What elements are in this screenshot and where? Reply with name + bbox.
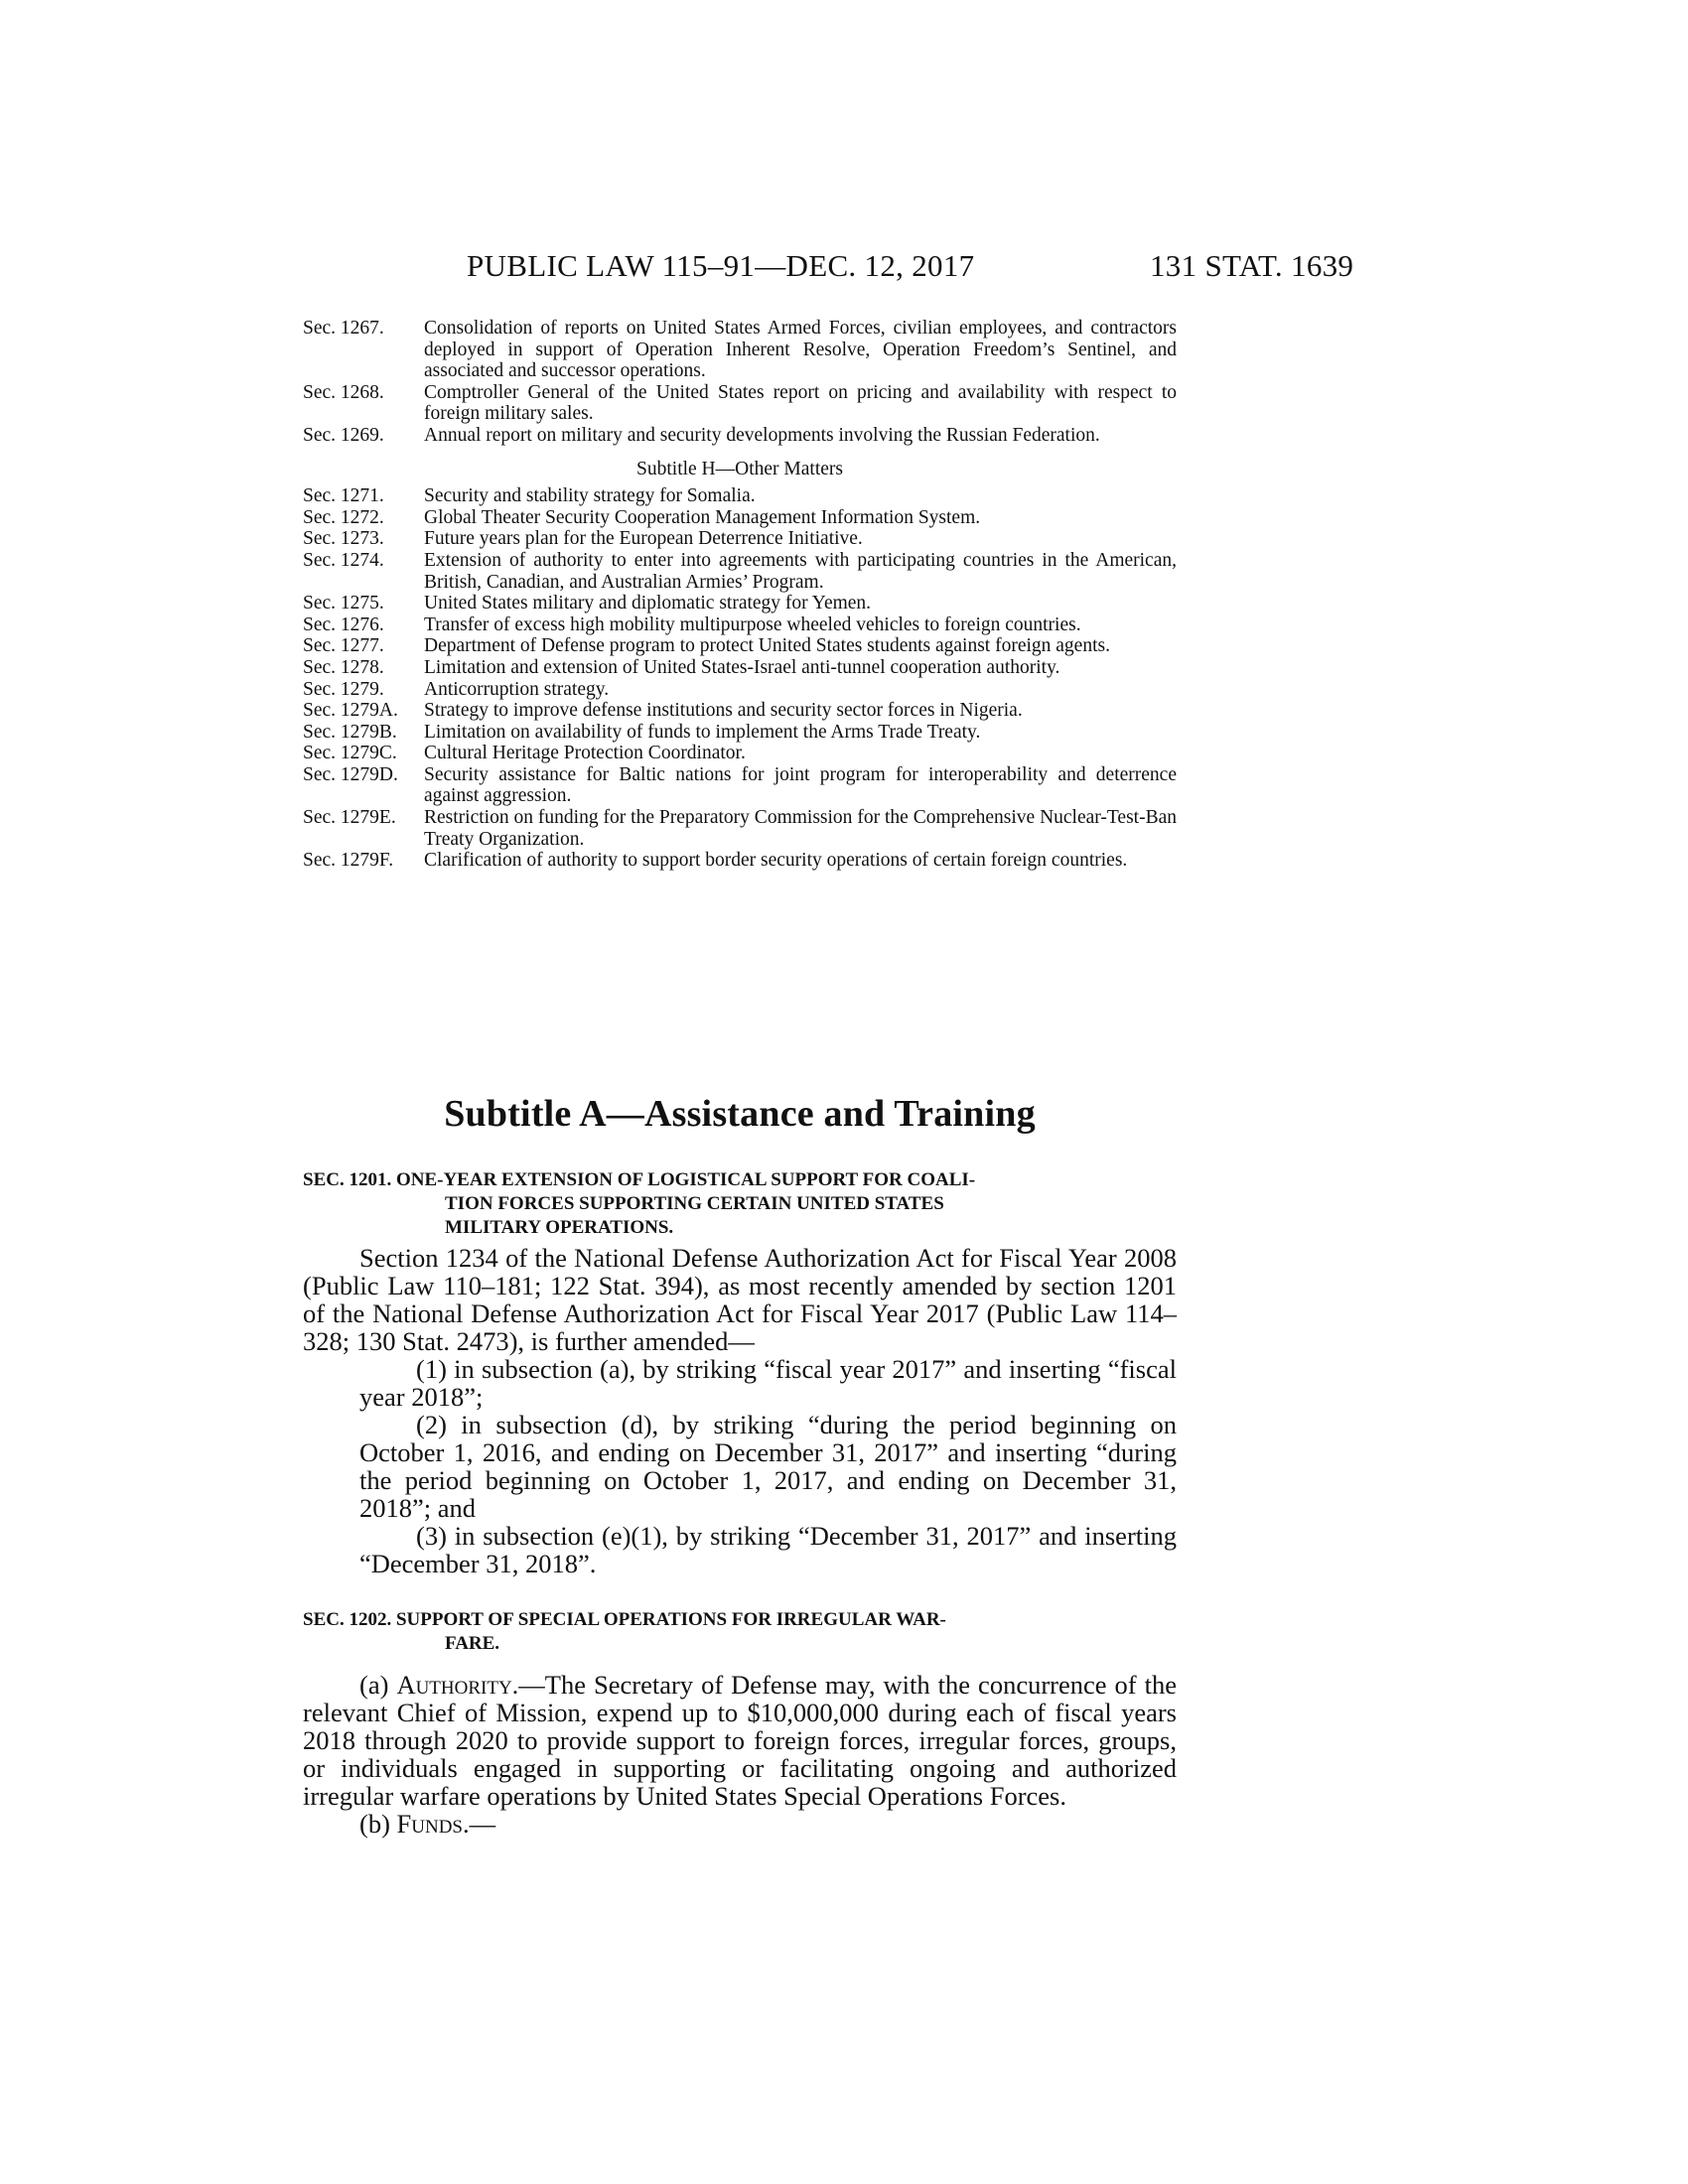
toc-section-number: Sec. 1279F.	[303, 850, 394, 872]
paragraph: Section 1234 of the National Defense Authorization Act for Fiscal Year 2008 (Public Law 110–181; 122 Stat. 394), as most recently amended by section 1201 of the National Defense Authorization Act for Fiscal Year 2017 (Public Law 114–328; 130 Stat. 2473), is further amended—	[303, 1243, 1177, 1356]
toc-entry	[303, 722, 1177, 744]
table-of-contents	[303, 318, 1177, 872]
toc-entry	[303, 318, 1177, 382]
toc-section-title: Anticorruption strategy.	[424, 678, 610, 700]
heading-line: SEC. 1202. SUPPORT OF SPECIAL OPERATIONS FOR IRREGULAR WAR-	[303, 1609, 946, 1630]
toc-section-title: Future years plan for the European Deterrence Initiative.	[424, 528, 863, 550]
toc-section-number: Sec. 1267.	[303, 318, 384, 339]
toc-section-title: Security and stability strategy for Somalia.	[424, 485, 756, 507]
toc-entry	[303, 485, 1177, 507]
running-head: PUBLIC LAW 115–91—DEC. 12, 2017	[467, 248, 975, 283]
toc-section-number: Sec. 1272.	[303, 506, 384, 528]
toc-entry	[303, 657, 1177, 679]
toc-section-title: Transfer of excess high mobility multipurpose wheeled vehicles to foreign countries.	[424, 614, 1081, 635]
list-item: (2) in subsection (d), by striking “during the period beginning on October 1, 2016, and ending on December 31, 2017” and inserting “during the period beginning on October 1, 2017, and ending on December 31, 2018”; and	[359, 1410, 1177, 1523]
toc-section-number: Sec. 1269.	[303, 424, 384, 446]
toc-section-number: Sec. 1274.	[303, 549, 384, 571]
toc-entry	[303, 807, 1177, 850]
section-1202-heading	[303, 1608, 1177, 1656]
toc-section-number: Sec. 1279A.	[303, 700, 398, 722]
page-number: 131 STAT. 1639	[1150, 248, 1354, 283]
toc-entry	[303, 507, 1177, 529]
toc-section-title: Comptroller General of the United States report on pricing and availability with respect to foreign military sales.	[424, 381, 1177, 425]
toc-section-title: Clarification of authority to support border security operations of certain foreign countries.	[424, 850, 1128, 872]
toc-entry	[303, 593, 1177, 614]
toc-entry	[303, 614, 1177, 636]
toc-section-number: Sec. 1279E.	[303, 807, 396, 829]
toc-section-title: Annual report on military and security developments involving the Russian Federation.	[424, 424, 1100, 446]
toc-section-number: Sec. 1279.	[303, 678, 384, 700]
list-item: (3) in subsection (e)(1), by striking “December 31, 2017” and inserting “December 31, 2018”.	[359, 1521, 1177, 1578]
toc-entry	[303, 679, 1177, 701]
toc-section-title: Strategy to improve defense institutions and security sector forces in Nigeria.	[424, 700, 1023, 722]
toc-section-number: Sec. 1276.	[303, 614, 384, 635]
toc-section-number: Sec. 1279D.	[303, 763, 398, 785]
toc-entry	[303, 425, 1177, 447]
toc-entry	[303, 635, 1177, 657]
toc-section-number: Sec. 1271.	[303, 485, 384, 507]
toc-section-number: Sec. 1275.	[303, 593, 384, 614]
toc-section-number: Sec. 1277.	[303, 635, 384, 657]
subtitle-a-heading: Subtitle A—Assistance and Training	[444, 1093, 1036, 1135]
toc-entry	[303, 700, 1177, 722]
toc-section-number: Sec. 1278.	[303, 656, 384, 678]
toc-section-title: Security assistance for Baltic nations for joint program for interoperability and deterrence against aggression.	[424, 763, 1177, 807]
toc-section-title: Global Theater Security Cooperation Management Information System.	[424, 506, 981, 528]
toc-section-title: Restriction on funding for the Preparatory Commission for the Comprehensive Nuclear-Test-Ban Treaty Organization.	[424, 807, 1177, 850]
heading-line: FARE.	[445, 1633, 500, 1654]
section-1201-heading	[303, 1168, 1177, 1240]
toc-section-title: Limitation and extension of United States-Israel anti-tunnel cooperation authority.	[424, 656, 1060, 678]
subsection-label: (b)	[359, 1809, 397, 1839]
heading-line: TION FORCES SUPPORTING CERTAIN UNITED STATES	[445, 1193, 944, 1214]
toc-entry	[303, 382, 1177, 425]
subsection-label: (a)	[359, 1670, 397, 1700]
toc-entry	[303, 743, 1177, 764]
subsection-caption: Funds	[396, 1809, 463, 1839]
paragraph	[303, 1810, 1177, 1838]
subsection-caption: Authority	[396, 1670, 512, 1700]
toc-section-title: Limitation on availability of funds to implement the Arms Trade Treaty.	[424, 721, 981, 743]
subsection-text: .—	[463, 1809, 496, 1839]
section-1202-body	[303, 1671, 1177, 1838]
paragraph	[303, 1671, 1177, 1810]
list-item: (1) in subsection (a), by striking “fiscal year 2017” and inserting “fiscal year 2018”;	[359, 1354, 1177, 1412]
toc-entry	[303, 850, 1177, 872]
section-1201-body	[303, 1244, 1177, 1577]
toc-section-title: Consolidation of reports on United States Armed Forces, civilian employees, and contractors deployed in support of Operation Inherent Resolve, Operation Freedom’s Sentinel, and associated and successor operations.	[424, 318, 1177, 382]
heading-line: SEC. 1201. ONE-YEAR EXTENSION OF LOGISTICAL SUPPORT FOR COALI-	[303, 1169, 976, 1190]
toc-section-title: Department of Defense program to protect United States students against foreign agents.	[424, 635, 1110, 657]
toc-section-title: Cultural Heritage Protection Coordinator.	[424, 743, 746, 764]
subsection-text: .—The Secretary of Defense may, with the concurrence of the relevant Chief of Mission, expend up to $10,000,000 during each of fiscal years 2018 through 2020 to provide support to foreign forces, irregular forces, groups, or individuals engaged in supporting or facilitating ongoing and authorized irregular warfare operations by United States Special Operations Forces.	[303, 1670, 1177, 1811]
toc-entry	[303, 550, 1177, 593]
toc-subtitle: Subtitle H—Other Matters	[636, 458, 843, 479]
toc-section-number: Sec. 1279B.	[303, 721, 397, 743]
toc-section-number: Sec. 1268.	[303, 381, 384, 403]
toc-entry	[303, 764, 1177, 807]
toc-section-number: Sec. 1273.	[303, 528, 384, 550]
toc-entry	[303, 528, 1177, 550]
toc-section-number: Sec. 1279C.	[303, 743, 397, 764]
heading-line: MILITARY OPERATIONS.	[445, 1217, 674, 1238]
toc-section-title: Extension of authority to enter into agreements with participating countries in the American, British, Canadian, and Australian Armies’ Program.	[424, 549, 1177, 593]
toc-section-title: United States military and diplomatic strategy for Yemen.	[424, 593, 872, 614]
